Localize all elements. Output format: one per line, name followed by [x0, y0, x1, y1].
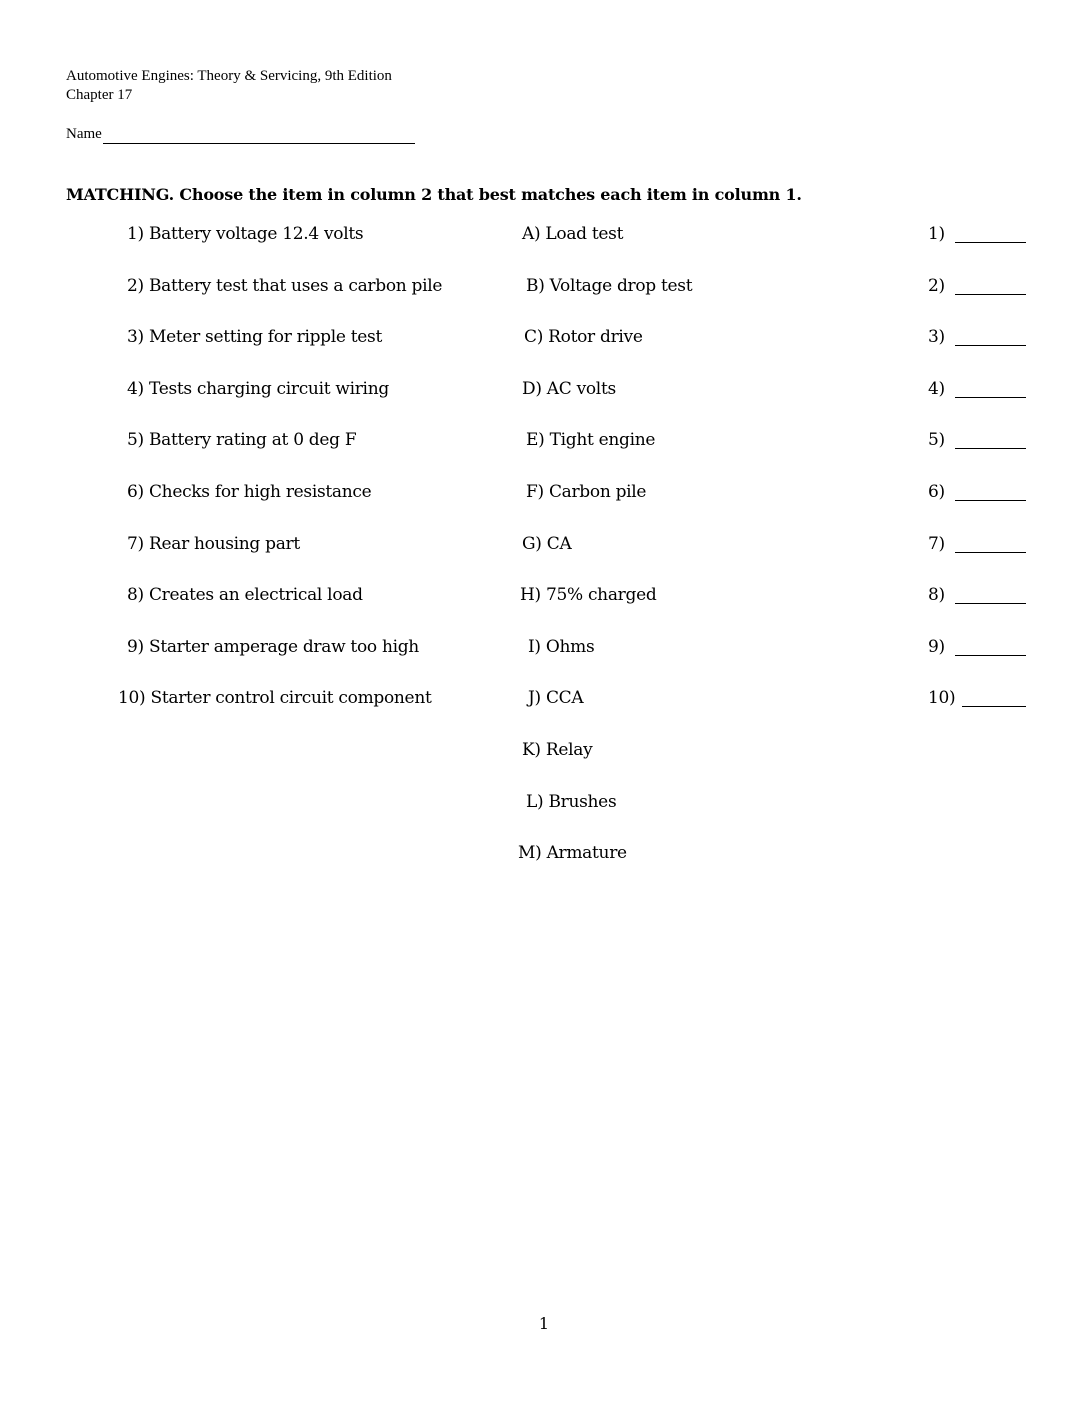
question-number: 9)	[127, 637, 144, 657]
answer-number: 7)	[928, 534, 945, 554]
matching-row	[0, 274, 1088, 298]
question-item	[127, 480, 371, 504]
name-field-row	[66, 125, 415, 144]
option-letter: H)	[520, 585, 541, 605]
question-text: Battery voltage 12.4 volts	[148, 224, 364, 244]
option-letter: I)	[528, 637, 541, 657]
option-text: Relay	[545, 740, 593, 760]
answer-number: 8)	[928, 585, 945, 605]
option-letter: E)	[526, 430, 545, 450]
name-blank[interactable]	[103, 126, 415, 144]
option-item	[528, 686, 583, 710]
question-text: Creates an electrical load	[148, 585, 363, 605]
answer-number: 10)	[928, 688, 956, 708]
option-text: Voltage drop test	[549, 276, 693, 296]
option-text: Brushes	[548, 792, 617, 812]
answer-number: 6)	[928, 482, 945, 502]
option-text: Tight engine	[549, 430, 656, 450]
name-label: Name	[66, 126, 102, 142]
question-number: 6)	[127, 482, 144, 502]
matching-row	[0, 222, 1088, 246]
question-item	[127, 635, 419, 659]
question-number: 10)	[118, 688, 146, 708]
question-text: Starter control circuit component	[150, 688, 432, 708]
question-item	[118, 686, 432, 710]
option-letter: A)	[522, 224, 541, 244]
question-text: Battery test that uses a carbon pile	[148, 276, 443, 296]
option-item	[526, 274, 692, 298]
option-text: CA	[546, 534, 572, 554]
question-item	[127, 532, 300, 556]
answer-number: 1)	[928, 224, 945, 244]
answer-number: 5)	[928, 430, 945, 450]
question-text: Starter amperage draw too high	[148, 637, 419, 657]
question-text: Tests charging circuit wiring	[148, 379, 389, 399]
matching-row	[0, 532, 1088, 556]
question-number: 7)	[127, 534, 144, 554]
option-text: Armature	[546, 843, 627, 863]
question-item	[127, 274, 442, 298]
question-number: 8)	[127, 585, 144, 605]
question-number: 1)	[127, 224, 144, 244]
option-item	[522, 738, 592, 762]
answer-number: 2)	[928, 276, 945, 296]
question-text: Meter setting for ripple test	[148, 327, 383, 347]
option-item	[522, 377, 616, 401]
option-letter: C)	[524, 327, 544, 347]
answer-blank[interactable]	[955, 603, 1026, 604]
option-item	[518, 841, 627, 865]
question-text: Checks for high resistance	[148, 482, 372, 502]
answer-blank[interactable]	[955, 448, 1026, 449]
answer-blank[interactable]	[955, 655, 1026, 656]
answer-blank[interactable]	[955, 294, 1026, 295]
answer-blank[interactable]	[955, 345, 1026, 346]
answer-number: 9)	[928, 637, 945, 657]
chapter-label: Chapter 17	[66, 87, 133, 103]
matching-row	[0, 790, 1088, 814]
question-number: 2)	[127, 276, 144, 296]
option-item	[526, 428, 655, 452]
option-letter: B)	[526, 276, 545, 296]
option-letter: L)	[526, 792, 544, 812]
answer-blank[interactable]	[955, 397, 1026, 398]
question-item	[127, 583, 363, 607]
answer-number: 3)	[928, 327, 945, 347]
option-item	[522, 532, 571, 556]
matching-row	[0, 686, 1088, 710]
matching-row	[0, 635, 1088, 659]
answer-blank[interactable]	[955, 242, 1026, 243]
option-letter: D)	[522, 379, 542, 399]
answer-number: 4)	[928, 379, 945, 399]
matching-row	[0, 583, 1088, 607]
matching-row	[0, 428, 1088, 452]
option-text: Rotor drive	[548, 327, 643, 347]
option-text: Ohms	[545, 637, 595, 657]
question-item	[127, 377, 389, 401]
matching-row	[0, 841, 1088, 865]
answer-blank[interactable]	[962, 706, 1026, 707]
option-text: AC volts	[546, 379, 616, 399]
page-number: 1	[538, 1314, 550, 1333]
option-item	[526, 480, 646, 504]
question-text: Battery rating at 0 deg F	[148, 430, 357, 450]
book-title: Automotive Engines: Theory & Servicing, 9th Edition	[66, 68, 392, 84]
option-text: 75% charged	[545, 585, 657, 605]
option-letter: K)	[522, 740, 541, 760]
question-number: 5)	[127, 430, 144, 450]
option-item	[526, 790, 616, 814]
matching-row	[0, 480, 1088, 504]
option-item	[528, 635, 594, 659]
matching-row	[0, 738, 1088, 762]
matching-row	[0, 377, 1088, 401]
answer-blank[interactable]	[955, 552, 1026, 553]
option-letter: F)	[526, 482, 544, 502]
question-number: 3)	[127, 327, 144, 347]
option-letter: G)	[522, 534, 542, 554]
option-text: Carbon pile	[548, 482, 647, 502]
option-text: Load test	[545, 224, 624, 244]
option-item	[522, 222, 623, 246]
question-text: Rear housing part	[148, 534, 300, 554]
option-item	[524, 325, 643, 349]
instructions: MATCHING. Choose the item in column 2 that best matches each item in column 1.	[66, 185, 802, 204]
option-letter: J)	[528, 688, 541, 708]
answer-blank[interactable]	[955, 500, 1026, 501]
question-number: 4)	[127, 379, 144, 399]
option-text: CCA	[545, 688, 584, 708]
question-item	[127, 222, 363, 246]
option-letter: M)	[518, 843, 542, 863]
question-item	[127, 428, 356, 452]
question-item	[127, 325, 382, 349]
matching-row	[0, 325, 1088, 349]
option-item	[520, 583, 656, 607]
